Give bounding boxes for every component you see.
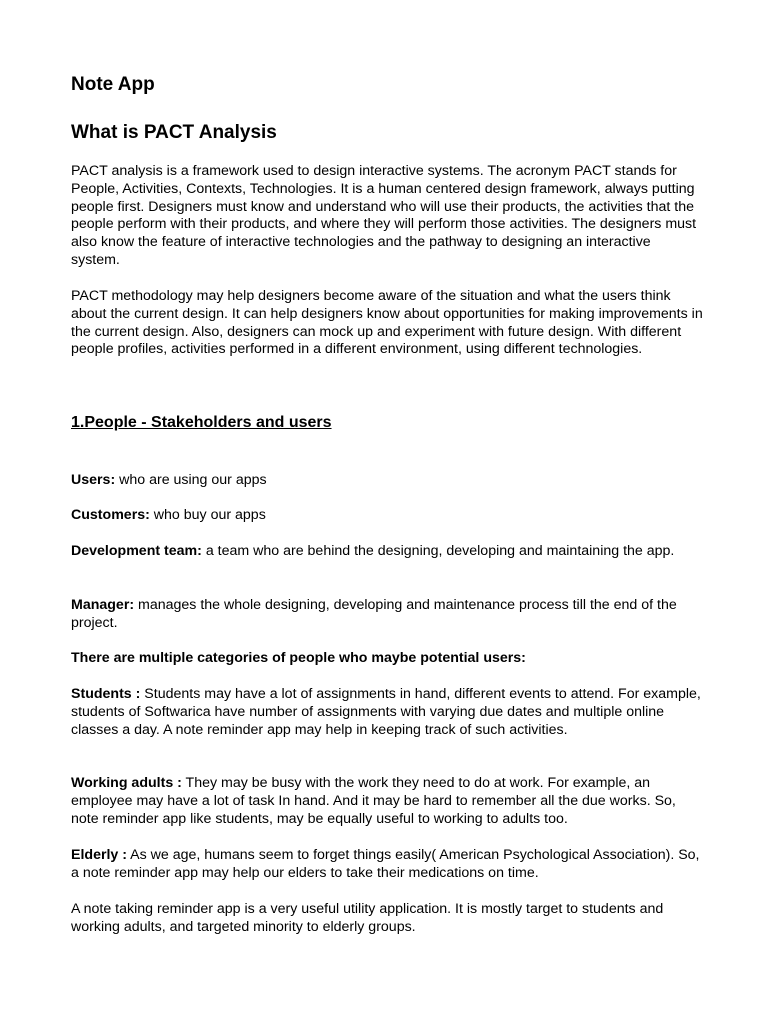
- category-label: Elderly :: [71, 847, 127, 863]
- stakeholder-text: manages the whole designing, developing and maintenance process till the end of the project.: [71, 597, 677, 631]
- categories-intro-text: There are multiple categories of people who maybe potential users:: [71, 650, 526, 666]
- category-students: [71, 686, 703, 739]
- category-working-adults: [71, 775, 703, 828]
- section-heading-pact: What is PACT Analysis: [71, 122, 277, 143]
- category-label: Working adults :: [71, 775, 182, 791]
- stakeholder-label: Manager:: [71, 597, 135, 613]
- stakeholder-label: Development team:: [71, 543, 202, 559]
- section-heading-people: 1.People - Stakeholders and users: [71, 414, 332, 431]
- stakeholder-text: who buy our apps: [149, 507, 266, 523]
- stakeholder-customers: [71, 507, 703, 525]
- category-text: Students may have a lot of assignments in hand, different events to attend. For example, students of Softwarica have number of assignments with varying due dates and multiple online classes a day. A note reminder app may help in keeping track of such activities.: [71, 686, 701, 738]
- stakeholder-text: a team who are behind the designing, developing and maintaining the app.: [201, 543, 675, 559]
- document-title: Note App: [71, 74, 155, 95]
- stakeholder-label: Users:: [71, 472, 116, 488]
- intro-paragraph-1: PACT analysis is a framework used to design interactive systems. The acronym PACT stands for People, Activities, Contexts, Technologies. It is a human centered design framework, always putting people first. Designers must know and understand who will use their products, the activities that the people perform with their products, and where they will perform those activities. The designers must also know the feature of interactive technologies and the pathway to designing an interactive system.: [71, 163, 697, 268]
- stakeholder-manager: [71, 597, 703, 633]
- stakeholder-users: [71, 472, 703, 490]
- stakeholder-label: Customers:: [71, 507, 150, 523]
- stakeholder-text: who are using our apps: [115, 472, 267, 488]
- closing-paragraph: A note taking reminder app is a very useful utility application. It is mostly target to students and working adults, and targeted minority to elderly groups.: [71, 901, 664, 935]
- category-elderly: [71, 847, 703, 883]
- stakeholder-development-team: [71, 543, 703, 561]
- categories-intro: [71, 650, 703, 668]
- category-text: They may be busy with the work they need to do at work. For example, an employee may have a lot of task In hand. And it may be hard to remember all the due works. So, note reminder app like students, may be equally useful to working to adults too.: [71, 775, 676, 827]
- category-label: Students :: [71, 686, 141, 702]
- category-text: As we age, humans seem to forget things easily( American Psychological Association). So, a note reminder app may help our elders to take their medications on time.: [71, 847, 700, 881]
- intro-paragraph-2: PACT methodology may help designers become aware of the situation and what the users think about the current design. It can help designers know about opportunities for making improvements in the current design. Also, designers can mock up and experiment with future design. With different people profiles, activities performed in a different environment, using different technologies.: [71, 288, 703, 358]
